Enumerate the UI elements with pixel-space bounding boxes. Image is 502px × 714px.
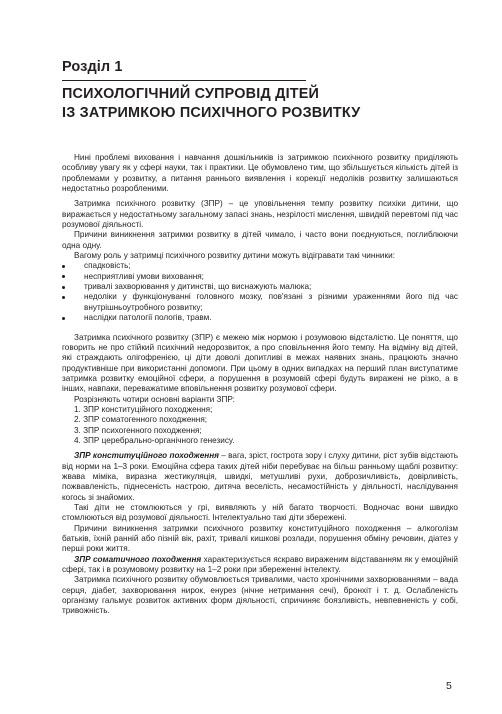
factor-list (62, 261, 458, 323)
paragraph: Затримка психічного розвитку (ЗПР) – це уповільнення темпу розвитку психіки дитини, що виражається у недостатньому загальному запасі знань, незрілості мислення, швидкій перевтомі під час розумової діяльності. (62, 199, 458, 230)
paragraph: Причини виникнення затримки психічного розвитку конституційного походження – алкоголізм батьків, їхній ранній або пізній вік, рахіт, тривалі кишкові розлади, порушення обміну речовин, діатез у перші роки життя. (62, 523, 458, 554)
paragraph: Нині проблемі виховання і навчання дошкільників із затримкою психічного розвитку приділяють особливу увагу як у сфері науки, так і практики. Це обумовлено тим, що збільшується кількість дітей із проблемами у розвитку, а питання раннього виявлення і корекції недоліків розвитку залишаються недостатньо розробленими. (62, 153, 458, 194)
list-item: 1. ЗПР конституційного походження; (74, 404, 213, 414)
list-item-text: тривалі захворювання у дитинстві, що виснажують малюка; (84, 282, 312, 292)
paragraph: Розрізняють чотири основні варіанти ЗПР: (74, 394, 235, 404)
list-item (62, 282, 458, 292)
list-item: 4. ЗПР церебрально-органічного генезису. (74, 435, 235, 445)
paragraph: Затримка психічного розвитку обумовлюється тривалими, часто хронічними захворюваннями – вада серця, діабет, захворювання нирок, енурез (нічне нетримання сечі), бронхіт і т. д. Ослабленість організму гальмує розвиток активних форм діяльності, спричиняє боязливість, невпевненість у собі, тривожність. (62, 575, 458, 616)
list-item-text: спадковість; (84, 261, 131, 271)
paragraph: Причини виникнення затримки розвитку в дітей чимало, і часто вони поєднуються, поглиблюючи одна одну. (62, 230, 458, 250)
body-text (62, 153, 458, 617)
bullet-icon (62, 275, 65, 278)
variant-list (62, 405, 458, 446)
list-item (62, 261, 458, 271)
term-emphasis: ЗПР соматичного походження (74, 554, 202, 564)
list-item (62, 313, 458, 323)
page-number: 5 (446, 680, 452, 692)
bullet-icon (62, 265, 65, 268)
bullet-icon (62, 296, 65, 299)
paragraph-text: характеризується яскраво вираженим відставанням як у емоційній сфері, так і в розумовому розвитку на 1–2 роки при збереженні інтелекту. (62, 554, 458, 575)
term-emphasis: ЗПР конституційного походження (74, 451, 219, 461)
list-item (62, 272, 458, 282)
section-label: Розділ 1 (62, 59, 123, 75)
list-item: 3. ЗПР психогенного походження; (74, 425, 202, 435)
list-item-text: наслідки патології пологів, травм. (84, 313, 212, 323)
list-item: 2. ЗПР соматогенного походження; (74, 415, 208, 425)
chapter-title (62, 85, 382, 123)
list-item-text: несприятливі умови виховання; (84, 271, 204, 281)
list-item (62, 292, 458, 313)
chapter-title-line: ПСИХОЛОГІЧНИЙ СУПРОВІД ДІТЕЙ (62, 86, 320, 102)
paragraph (62, 451, 458, 503)
bullet-icon (62, 317, 65, 320)
paragraph (62, 555, 458, 576)
paragraph: Затримка психічного розвитку (ЗПР) є межею між нормою і розумовою відсталістю. Це поняття, що говорить не про стійкий психічний недорозвиток, а про сповільнення його темпу. На відміну від дітей, які страждають олігофренією, ці діти доволі допитливі в межах наявних знань, працюють значно продуктивніше при використанні допомоги. При цьому в одних випадках на перший план виступатиме затримка розвитку емоційної сфери, а порушення в розумовій сфері будуть виражені не різко, а в інших, навпаки, переважатиме вповільнення розвитку розумової сфери. (62, 332, 458, 394)
paragraph: Вагому роль у затримці психічного розвитку дитини можуть відігравати такі чинники: (74, 251, 395, 261)
bullet-icon (62, 286, 65, 289)
paragraph-text: – вага, зріст, гострота зору і слуху дитини, ріст зубів відстають від норми на 1–3 роки. Емоційна сфера таких дітей ніби перебуває на більш ранньому щаблі розвитку: жвава міміка, виразна жестикуляція, швидкі, метушливі рухи, доброзичливість, довірливість, пожвавленість, піднесеність настрою, дитяча веселість, несамостійність у діяльності, наслідування когось зі знайомих. (62, 451, 459, 502)
title-rule (62, 80, 306, 81)
list-item-text: недоліки у функціонуванні головного мозку, пов'язані з різними ураженнями його під час внутрішньоутробного розвитку; (84, 292, 458, 312)
chapter-title-line: ІЗ ЗАТРИМКОЮ ПСИХІЧНОГО РОЗВИТКУ (62, 105, 361, 121)
paragraph: Такі діти не стомлюються у грі, виявляють у ній багато творчості. Водночас вони швидко стомлюються від розумової діяльності. Інтелектуально такі діти збережені. (62, 503, 458, 523)
